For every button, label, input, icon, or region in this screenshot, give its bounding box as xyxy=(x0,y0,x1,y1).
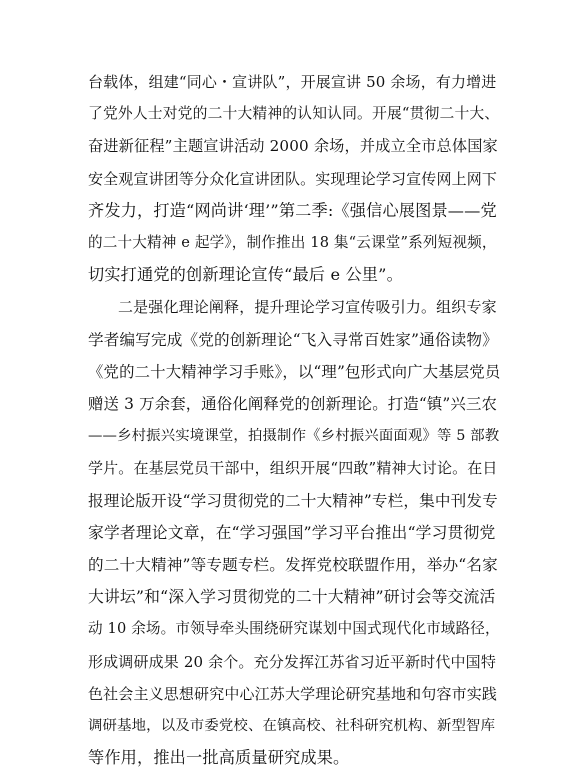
text-line: 家学者理论文章，在“学习强国”学习平台推出“学习贯彻党 xyxy=(88,522,496,542)
text-line: 动 10 余场。市领导牵头围绕研究谋划中国式现代化市域路径， xyxy=(88,620,500,638)
text-line: 学片。在基层党员干部中，组织开展“四敢”精神大讨论。在日 xyxy=(88,459,498,478)
text-line: 学者编写完成《党的创新理论“飞入寻常百姓家”通俗读物》 xyxy=(88,330,498,349)
text-line: 二是强化理论阐释，提升理论学习宣传吸引力。组织专家 xyxy=(118,298,497,317)
text-line: 了党外人士对党的二十大精神的认知认同。开展“贯彻二十大、 xyxy=(88,105,500,123)
text-line: 色社会主义思想研究中心江苏大学理论研究基地和句容市实践 xyxy=(88,684,498,703)
text-line: 赠送 3 万余套，通俗化阐释党的创新理论。打造“镇”兴三农 xyxy=(88,395,498,414)
paragraph-2 xyxy=(88,291,500,774)
text-line: 切实打通党的创新理论宣传“最后 e 公里”。 xyxy=(88,265,403,285)
text-line: 《党的二十大精神学习手账》，以“理”包形式向广大基层党员 xyxy=(88,362,501,381)
text-line: 形成调研成果 20 余个。充分发挥江苏省习近平新时代中国特 xyxy=(88,652,496,671)
text-line: 报理论版开设“学习贯彻党的二十大精神”专栏，集中刊发专 xyxy=(88,491,498,510)
text-line: 的二十大精神 e 起学》，制作推出 18 集“云课堂”系列短视频， xyxy=(88,234,497,252)
text-line: ——乡村振兴实境课堂，拍摄制作《乡村振兴面面观》等 5 部教 xyxy=(88,428,500,445)
text-line: 大讲坛”和“深入学习贯彻党的二十大精神”研讨会等交流活 xyxy=(88,587,496,607)
text-line: 安全观宣讲团等分众化宣讲团队。实现理论学习宣传网上网下 xyxy=(88,169,498,188)
text-line: 奋进新征程”主题宣讲活动 2000 余场，并成立全市总体国家 xyxy=(88,137,498,156)
text-line: 的二十大精神”等专题专栏。发挥党校联盟作用，举办“名家 xyxy=(88,556,498,575)
body-text xyxy=(88,66,500,774)
text-line: 齐发力，打造“网尚讲‘理’”第二季:《强信心展图景——党 xyxy=(88,200,497,220)
text-line: 台载体，组建“同心・宣讲队”，开展宣讲 50 余场，有力增进 xyxy=(88,73,497,91)
text-line: 调研基地，以及市委党校、在镇高校、社科研究机构、新型智库 xyxy=(88,718,496,735)
paragraph-1 xyxy=(88,66,500,291)
text-line: 等作用，推出一批高质量研究成果。 xyxy=(88,748,350,768)
